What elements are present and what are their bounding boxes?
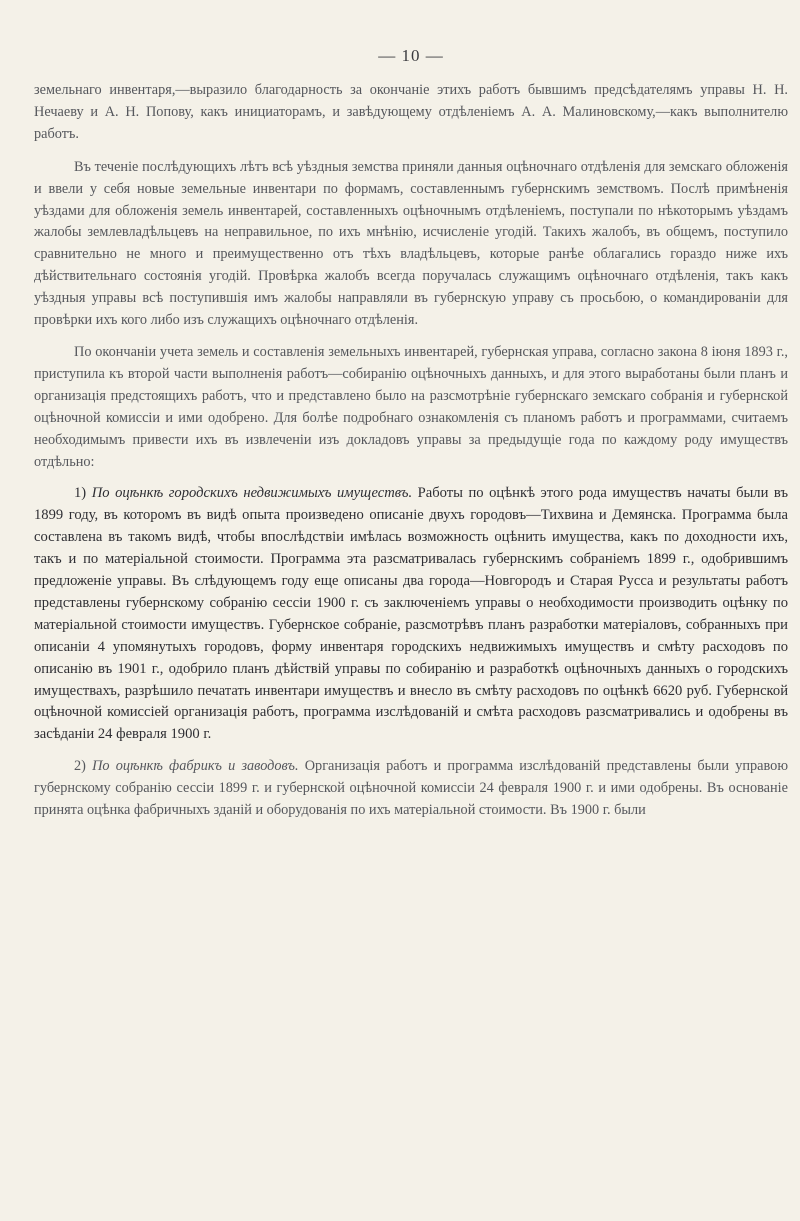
paragraph-continuation: земельнаго инвентаря,—выразило благодарность за окончаніе этихъ работъ бывшимъ предсѣдателямъ управы Н. Н. Нечаеву и А. Н. Попову, какъ инициаторамъ, и завѣдующему отдѣленіемъ А. А. Малиновскому,—какъ выполнителю работъ. — [34, 82, 788, 142]
paragraph-complaints: Въ теченіе послѣдующихъ лѣтъ всѣ уѣздныя земства приняли данныя оцѣночнаго отдѣленія для земскаго обложенія и ввели у себя новые земельные инвентари по формамъ, составленнымъ губернскимъ земствомъ. Послѣ примѣненія уѣздами для обложенія земель инвентарей, составленныхъ оцѣночнымъ отдѣленіемъ, поступали по нѣкоторымъ уѣздамъ жалобы землевладѣльцевъ на неправильное, по ихъ мнѣнію, исчисленіе угодій. Такихъ жалобъ, въ общемъ, поступило сравнительно не много и преимущественно отъ тѣхъ владѣльцевъ, которые ранѣе облагались гораздо ниже ихъ дѣйствительнаго состоянія угодій. Провѣрка жалобъ всегда поручалась служащимъ оцѣночнаго отдѣленія, такъ какъ уѣздныя управы всѣ поступившія имъ жалобы направляли въ губернскую управу съ просьбою, о командированіи для провѣрки ихъ кого либо изъ служащихъ оцѣночнаго отдѣленія. — [34, 158, 788, 329]
paragraph-factories-body: Организація работъ и программа изслѣдованій представлены были управою губернскому собранію сессіи 1899 г. и губернской оцѣночной комиссіи 24 февраля 1900 г. и ими одобрены. Въ основаніе принята оцѣнка фабричныхъ зданій и оборудованія по ихъ матеріальной стоимости. Въ 1900 г. были — [34, 758, 789, 819]
paragraph-city-property — [34, 483, 788, 746]
paragraph-work-plan: По окончаніи учета земель и составленія земельныхъ инвентарей, губернская управа, согласно закона 8 іюня 1893 г., приступила къ второй части выполненія работъ—собиранію оцѣночныхъ данныхъ, и для этого выработаны были планъ и организація предстоящихъ работъ, что и представлено было на разсмотрѣніе губернскаго земскаго собранія и губернской оцѣночной комиссіи и ими одобрено. Для болѣе подробнаго ознакомленія съ планомъ работъ и программами, считаемъ необходимымъ привести ихъ въ извлеченіи изъ докладовъ управы за предыдущіе года по каждому роду имуществъ отдѣльно: — [34, 343, 788, 470]
paragraph-factories — [34, 756, 788, 822]
item-number: 1) — [74, 485, 92, 502]
section-heading-city-property: По оцѣнкѣ городскихъ недвижимыхъ имуществъ. — [91, 485, 413, 502]
item-number: 2) — [74, 758, 93, 775]
section-heading-factories: По оцѣнкѣ фабрикъ и заводовъ. — [92, 758, 299, 775]
page-number: — 10 — — [378, 46, 444, 65]
paragraph-city-property-body: Работы по оцѣнкѣ этого рода имуществъ начаты были въ 1899 году, въ которомъ въ видѣ опыта произведено описаніе двухъ городовъ—Тихвина и Демянска. Программа была составлена въ такомъ видѣ, чтобы впослѣдствіи имѣлась возможность оцѣнить имущества, какъ по доходности ихъ, такъ и по матеріальной стоимости. Программа эта разсматривалась губернскимъ собраніемъ 1899 г., одобрившимъ предложеніе управы. Въ слѣдующемъ году еще описаны два города—Новгородъ и Старая Русса и результаты работъ представлены губернскому собранію сессіи 1900 г. съ заключеніемъ управы о необходимости производить оцѣнку по матеріальной стоимости имуществъ. Губернское собраніе, разсмотрѣвъ планъ разработки матеріаловъ, собранныхъ при описаніи 4 упомянутыхъ городовъ, форму инвентаря городскихъ недвижимыхъ имуществъ и смѣту расходовъ по описанію въ 1901 г., одобрило планъ дѣйствій управы по собиранію и разработкѣ оцѣночныхъ данныхъ о городскихъ имуществахъ, разрѣшило печатать инвентари имуществъ и внесло въ смѣту расходовъ по оцѣнкѣ 6620 руб. Губернской оцѣночной комиссіей организація работъ, программа изслѣдованій и смѣта расходовъ разсматривались и одобрены въ засѣданіи 24 февраля 1900 г. — [34, 485, 788, 743]
